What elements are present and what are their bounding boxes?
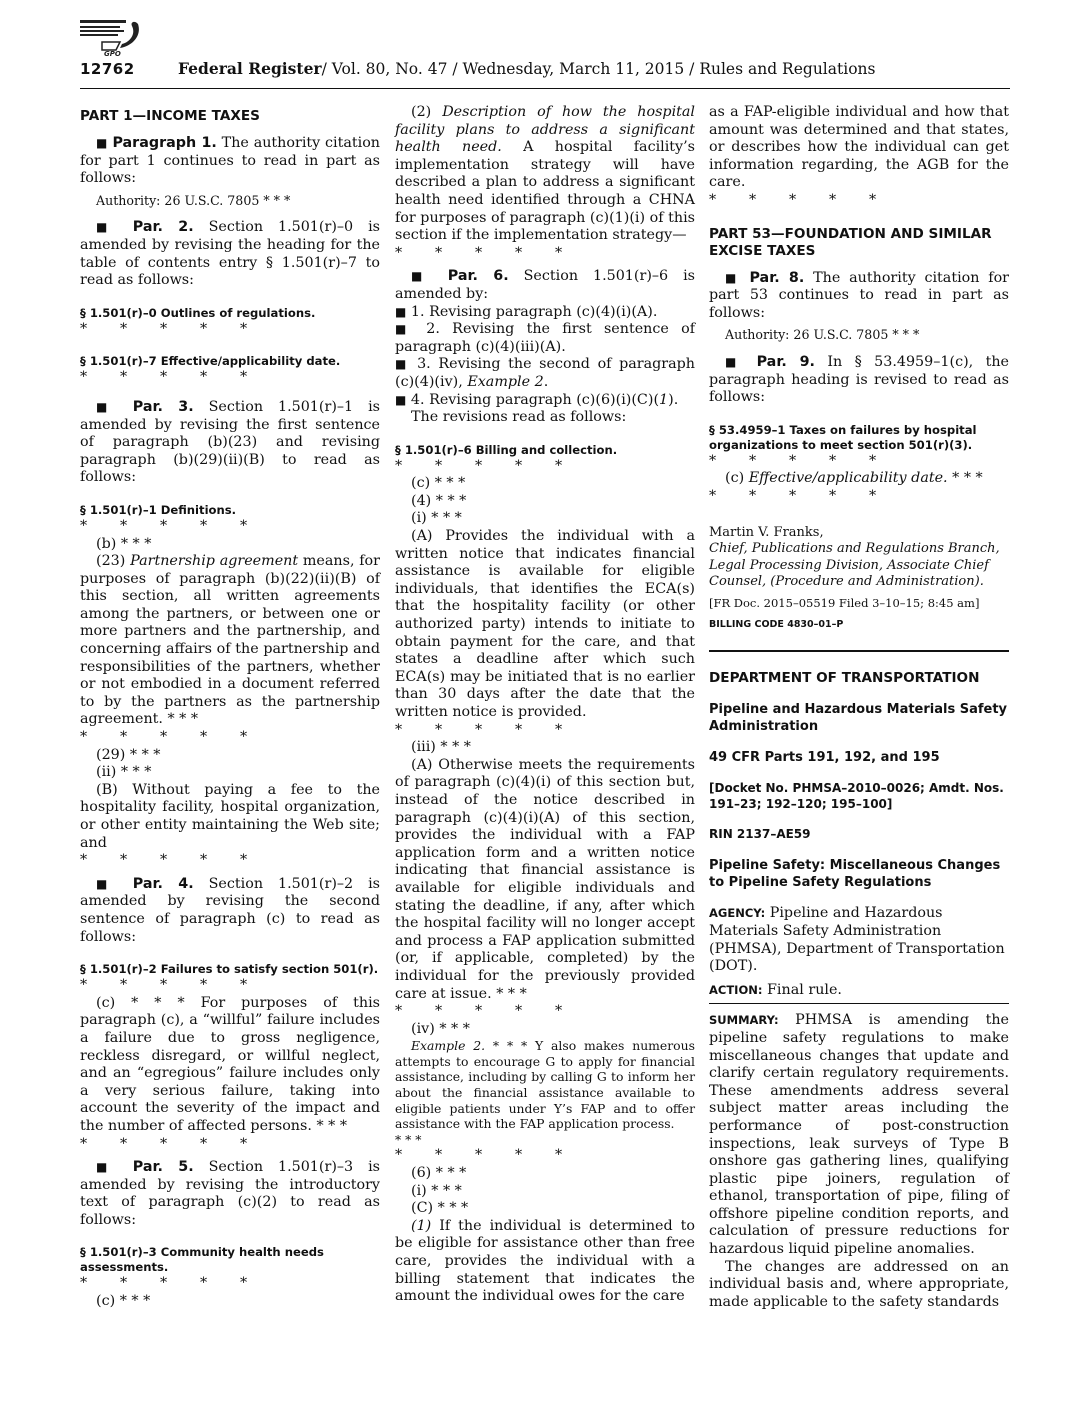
section-heading: § 53.4959–1 Taxes on failures by hospital organizations to meet section 501(r)(3). (709, 422, 977, 452)
amendment-paragraph: ■ Par. 6. Section 1.501(r)–6 is amended by: (395, 268, 696, 302)
body-text: (1) If the individual is determined to be eligible for assistance other than free care, provides the individual with a billing statement that indicates the amount the individual owes for the care (395, 1217, 695, 1305)
ellipsis-stars: * * * * * (80, 517, 248, 534)
body-text: (A) Otherwise meets the requirements of paragraph (c)(4)(i) of this section but, instead of the notice described in paragraph (c)(4)(i)(A) of this section, provides the individual with a FAP application form and a written notice indicating that financial assistance is available for eligible individuals and stating the deadline, if any, after which the hospital facility will no longer accept and process a FAP application submitted (or, if applicable, completed) by the individual for the previously provided care at issue. * * * (395, 756, 695, 1002)
body-text: (B) Without paying a fee to the hospitality facility, hospital organization, or other entity maintaining the Web site; and (80, 781, 380, 851)
section-heading: § 1.501(r)–7 Effective/applicability date. (80, 354, 341, 369)
ellipsis-stars: * * * * * (80, 852, 248, 869)
ellipsis-stars: * * * * * (80, 1135, 248, 1152)
body-text: (4) * * * (411, 492, 467, 509)
document-separator-rule (709, 650, 1009, 652)
authority-citation: Authority: 26 U.S.C. 7805 * * * (96, 192, 291, 208)
body-text: (b) * * * (96, 535, 152, 552)
body-text: (ii) * * * (96, 764, 152, 781)
rin-number: RIN 2137–AE59 (709, 827, 811, 842)
part-heading: PART 53—FOUNDATION AND SIMILAR EXCISE TAXES (709, 225, 992, 259)
amendment-paragraph: ■ Paragraph 1. The authority citation for part 1 continues to read in part as follows: (80, 135, 381, 187)
body-text: (c) * * * (411, 475, 466, 492)
ellipsis-stars: * * * * * (395, 721, 563, 738)
ellipsis-stars: * * * * * (395, 244, 563, 261)
amendment-item: ■ 4. Revising paragraph (c)(6)(i)(C)(1). (395, 391, 679, 408)
action-paragraph: ACTION: Final rule. (709, 981, 842, 998)
section-heading: § 1.501(r)–0 Outlines of regulations. (80, 305, 316, 320)
page-number: 12762 (80, 60, 135, 78)
section-heading: § 1.501(r)–1 Definitions. (80, 502, 237, 517)
ellipsis-stars: * * * * * (709, 487, 877, 504)
ellipsis-stars: * * * * * (80, 1275, 248, 1292)
body-text: (A) Provides the individual with a written notice that indicates financial assistance is available for eligible individuals, that identifies the ECA(s) that the hospitality facility (or other authorized party) intends to initiate to obtain payment for the care, and that states a deadline after which such ECA(s) may be initiated that is no earlier than 30 days after the date that the written notice is provided. (395, 528, 695, 720)
body-text: (2) Description of how the hospital facility plans to address a significant health need. A hospital facility’s implementation strategy will have described a plan to address a significant health need identified through a CHNA for purposes of paragraph (c)(1)(i) of this section if the implementation strategy— (395, 104, 696, 244)
body-text: (29) * * * (96, 746, 161, 763)
summary-paragraph: SUMMARY: PHMSA is amending the pipeline safety regulations to make miscellaneous changes that update and clarify certain regulatory requirements. These amendments address several subject matter areas including the performance of post-construction inspections, leak surveys of Type B onshore gas gathering lines, qualifying plastic pipe joiners, regulation of ethanol, transportation of pipe, filing of offshore pipeline condition reports, and calculation of pressure reductions for hazardous liquid pipeline anomalies. (709, 1012, 1009, 1258)
section-heading: § 1.501(r)–3 Community health needs assessments. (80, 1245, 324, 1275)
ellipsis-stars: * * * * * (709, 452, 877, 469)
issue-line: / Vol. 80, No. 47 / Wednesday, March 11, 2015 / Rules and Regulations (321, 60, 876, 78)
body-text: (i) * * * (411, 510, 462, 527)
amendment-item: ■ 1. Revising paragraph (c)(4)(i)(A). (395, 303, 658, 320)
ellipsis-stars: * * * * * (80, 977, 248, 994)
body-text: The changes are addressed on an individual basis and, where appropriate, made applicable to the safety standards (709, 1258, 1009, 1310)
svg-text:GPO: GPO (104, 50, 121, 58)
ellipsis-stars: * * * * * (395, 457, 563, 474)
rule-title: Pipeline Safety: Miscellaneous Changes to Pipeline Safety Regulations (709, 858, 1001, 891)
section-heading: § 1.501(r)–2 Failures to satisfy section 501(r). (80, 962, 379, 977)
column-1 (80, 104, 380, 1311)
header-rule (80, 88, 1010, 89)
signer-title: Chief, Publications and Regulations Branch, Legal Processing Division, Associate Chief Counsel, (Procedure and Administration). (709, 541, 1000, 590)
page-header (80, 56, 1010, 86)
ellipsis-stars: * * * (395, 1131, 422, 1147)
ellipsis-stars: * * * * * (395, 1147, 563, 1164)
body-text: (c) * * * (96, 1293, 151, 1310)
body-text: (C) * * * (411, 1200, 469, 1217)
body-text: (c) Effective/applicability date. * * * (725, 470, 983, 487)
amendment-paragraph: ■ Par. 3. Section 1.501(r)–1 is amended by revising the first sentence of paragraph (b)(23) and revising paragraph (b)(29)(ii)(B) to read as follows: (80, 398, 381, 486)
agency-paragraph: AGENCY: Pipeline and Hazardous Materials Safety Administration (PHMSA), Department of Transportation (DOT). (709, 905, 1005, 975)
body-text: (iv) * * * (411, 1020, 470, 1037)
body-text: as a FAP-eligible individual and how that amount was determined and that states, or describes how the individual can get information regarding, the AGB for the care. (709, 104, 1009, 191)
part-heading: PART 1—INCOME TAXES (80, 108, 260, 124)
amendment-paragraph: ■ Par. 8. The authority citation for part 53 continues to read in part as follows: (709, 269, 1010, 321)
agency-heading: Pipeline and Hazardous Materials Safety Administration (709, 702, 1008, 735)
body-text: (i) * * * (411, 1182, 462, 1199)
body-text: (iii) * * * (411, 739, 471, 756)
amendment-item: ■ 2. Revising the first sentence of paragraph (c)(4)(iii)(A). (395, 321, 695, 355)
example-text: Example 2. * * * Y also makes numerous attempts to encourage G to apply for financial assistance, including by calling G to inform her about the financial assistance available to eligible patients under Y’s FAP and to offer assistance with the FAP application process. (395, 1038, 695, 1132)
amendment-item: ■ 3. Revising the second of paragraph (c)(4)(iv), Example 2. (395, 356, 696, 390)
ellipsis-stars: * * * * * (80, 320, 248, 337)
column-3 (709, 104, 1009, 1311)
publication-name: Federal Register (178, 59, 322, 78)
signer-name: Martin V. Franks, (709, 524, 824, 540)
amendment-paragraph: ■ Par. 2. Section 1.501(r)–0 is amended by revising the heading for the table of contents entry § 1.501(r)–7 to read as follows: (80, 219, 381, 289)
fr-doc-line: [FR Doc. 2015–05519 Filed 3–10–15; 8:45 am] (709, 595, 980, 610)
billing-code: BILLING CODE 4830–01–P (709, 619, 844, 631)
authority-citation: Authority: 26 U.S.C. 7805 * * * (725, 327, 920, 343)
column-2 (395, 104, 695, 1306)
section-heading: § 1.501(r)–6 Billing and collection. (395, 442, 618, 457)
ellipsis-stars: * * * * * (80, 729, 248, 746)
running-head (178, 59, 875, 78)
body-text: (23) Partnership agreement means, for purposes of paragraph (b)(22)(ii)(B) of this section, all written agreements among the partners, or between one or more partners and the partnership, and concerning affairs of the partnership and responsibilities of the partners, whether or not embodied in a document referred to by the partners as the partnership agreement. * * * (80, 553, 380, 728)
amendment-paragraph: ■ Par. 4. Section 1.501(r)–2 is amended by revising the second sentence of paragraph (c) to read as follows: (80, 875, 381, 945)
cfr-parts: 49 CFR Parts 191, 192, and 195 (709, 750, 940, 766)
ellipsis-stars: * * * * * (395, 1003, 563, 1020)
department-heading: DEPARTMENT OF TRANSPORTATION (709, 669, 980, 686)
ellipsis-stars: * * * * * (709, 191, 877, 208)
summary-rule (709, 1003, 1009, 1004)
docket-number: [Docket No. PHMSA–2010–0026; Amdt. Nos. 191–23; 192–120; 195–100] (709, 781, 1004, 812)
ellipsis-stars: * * * * * (80, 369, 248, 386)
body-text: (6) * * * (411, 1165, 467, 1182)
body-text: The revisions read as follows: (411, 409, 627, 426)
body-text: (c) * * * For purposes of this paragraph (c), a “willful” failure includes a failure due to gross negligence, reckless disregard, or willful neglect, and an “egregious” failure includes only a very serious failure, taking into account the severity of the impact and the number of affected persons. * * * (80, 994, 380, 1134)
gpo-authenticated-logo-icon (80, 18, 146, 58)
amendment-paragraph: ■ Par. 9. In § 53.4959–1(c), the paragraph heading is revised to read as follows: (709, 353, 1010, 406)
amendment-paragraph: ■ Par. 5. Section 1.501(r)–3 is amended by revising the introductory text of paragraph (c)(2) to read as follows: (80, 1159, 381, 1228)
